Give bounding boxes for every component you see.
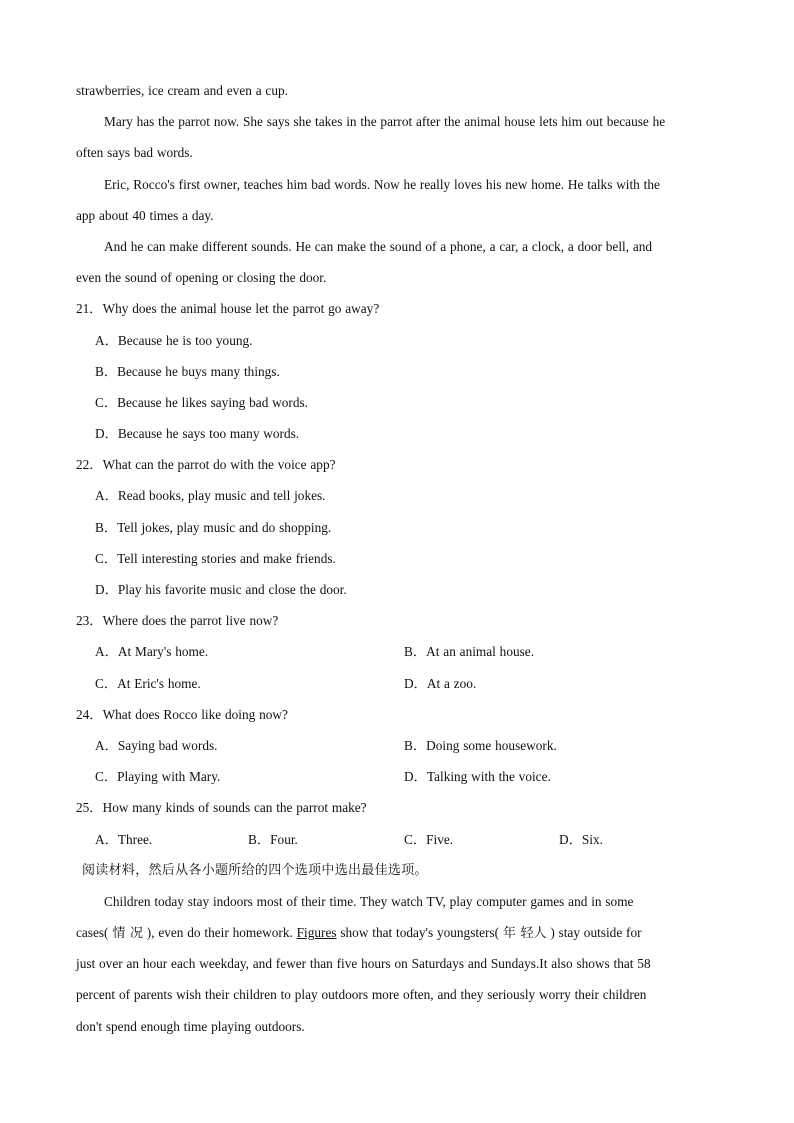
underlined-word: Figures xyxy=(296,925,337,941)
option-row xyxy=(76,642,716,673)
passage-line: And he can make different sounds. He can make the sound of a phone, a car, a clock, a door bell, and xyxy=(104,238,653,254)
option-row xyxy=(76,767,716,798)
passage-line: Eric, Rocco's first owner, teaches him bad words. Now he really loves his new home. He talks with the xyxy=(104,176,660,192)
option-row xyxy=(76,736,716,767)
question-option: B．At an animal house. xyxy=(404,644,535,660)
passage-line: Children today stay indoors most of their time. They watch TV, play computer games and in some xyxy=(104,893,634,909)
document-page xyxy=(76,81,716,1048)
question-option: A．Saying bad words. xyxy=(95,737,218,753)
option-row xyxy=(76,830,716,861)
passage-line: even the sound of opening or closing the door. xyxy=(76,270,327,286)
section-instruction: 阅读材料，然后从各小题所给的四个选项中选出最佳选项。 xyxy=(82,862,428,878)
text-segment: ) stay outside for xyxy=(550,925,642,941)
question-stem: 25．How many kinds of sounds can the parrot make? xyxy=(76,800,367,816)
question-option: D．Play his favorite music and close the door. xyxy=(95,582,347,597)
question-option: C．Playing with Mary. xyxy=(95,769,221,785)
question-option: D．Because he says too many words. xyxy=(95,426,300,442)
text-segment: show that today's youngsters( xyxy=(340,925,500,941)
option-row xyxy=(76,674,716,705)
question-stem: 24．What does Rocco like doing now? xyxy=(76,706,288,722)
question-stem: 23．Where does the parrot live now? xyxy=(76,613,279,629)
question-option: B．Because he buys many things. xyxy=(95,363,280,379)
passage-line: just over an hour each weekday, and fewer than five hours on Saturdays and Sundays.It also shows that 58 xyxy=(76,956,651,972)
question-option: C．Tell interesting stories and make friends. xyxy=(95,550,336,566)
question-option: B．Four. xyxy=(248,831,298,847)
question-stem: 22．What can the parrot do with the voice app? xyxy=(76,457,336,473)
passage-line: app about 40 times a day. xyxy=(76,207,214,223)
question-option: D．Six. xyxy=(559,831,603,847)
passage-line: percent of parents wish their children to play outdoors more often, and they seriously worry their children xyxy=(76,987,647,1003)
passage-line: Mary has the parrot now. She says she takes in the parrot after the animal house lets him out because he xyxy=(104,114,666,130)
question-option: A．Because he is too young. xyxy=(95,332,253,348)
text-segment: cases( xyxy=(76,925,109,941)
passage-line: don't spend enough time playing outdoors. xyxy=(76,1018,305,1034)
question-option: D．At a zoo. xyxy=(404,675,477,691)
question-stem: 21．Why does the animal house let the parrot go away? xyxy=(76,301,380,317)
text-segment: ), even do their homework. xyxy=(146,925,293,941)
gloss-text: 情 况 xyxy=(112,926,143,942)
passage-line: strawberries, ice cream and even a cup. xyxy=(76,83,288,98)
passage-line xyxy=(76,923,716,954)
question-option: A．Three. xyxy=(95,831,153,847)
passage-line: often says bad words. xyxy=(76,145,193,161)
gloss-text: 年 轻人 xyxy=(502,926,547,942)
question-option: D．Talking with the voice. xyxy=(404,769,551,785)
question-option: A．At Mary's home. xyxy=(95,644,209,660)
question-option: B．Tell jokes, play music and do shopping. xyxy=(95,519,332,535)
question-option: C．Five. xyxy=(404,831,454,847)
question-option: B．Doing some housework. xyxy=(404,737,557,753)
question-option: C．Because he likes saying bad words. xyxy=(95,394,308,410)
question-option: A．Read books, play music and tell jokes. xyxy=(95,488,326,504)
question-option: C．At Eric's home. xyxy=(95,675,201,691)
